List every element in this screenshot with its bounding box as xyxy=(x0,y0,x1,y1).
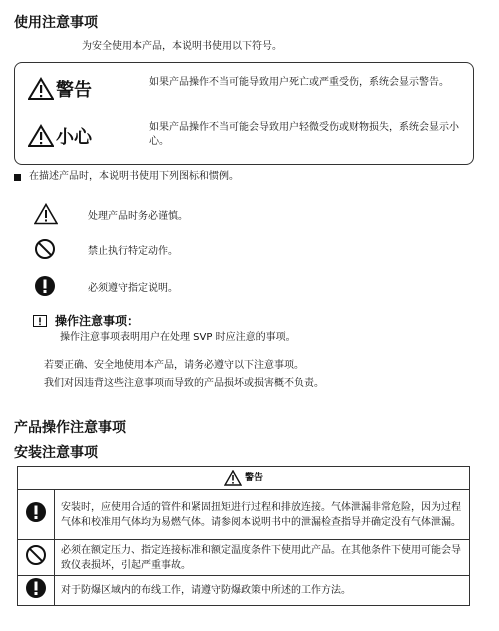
legend-item xyxy=(34,238,178,260)
caution-description: 如果产品操作不当可能会导致用户轻微受伤或财物损失，系统会显示小心。 xyxy=(149,122,459,147)
section-heading-product-ops: 产品操作注意事项 xyxy=(14,420,126,436)
table-row xyxy=(18,490,470,540)
warning-table-header xyxy=(18,467,470,490)
table-row-text: 对于防爆区域内的布线工作，请遵守防爆政策中所述的工作方法。 xyxy=(55,576,470,606)
safety-line-2: 我们对因违背这些注意事项而导致的产品损坏或损害概不负责。 xyxy=(44,378,324,389)
safety-line-1: 若要正确、安全地使用本产品，请务必遵守以下注意事项。 xyxy=(44,360,304,371)
op-notes-description: 操作注意事项表明用户在处理 SVP 时应注意的事项。 xyxy=(60,332,296,343)
warning-signal xyxy=(28,76,92,102)
op-notes-title: 操作注意事项： xyxy=(55,314,140,328)
warning-description: 如果产品操作不当可能导致用户死亡或严重受伤，系统会显示警告。 xyxy=(149,77,449,88)
legend-item xyxy=(34,275,178,297)
note-exclamation-icon xyxy=(33,315,47,327)
table-row xyxy=(18,540,470,576)
caution-label: 小心 xyxy=(56,127,92,148)
mandatory-icon xyxy=(25,577,47,599)
signal-word-box xyxy=(14,62,474,165)
mandatory-icon xyxy=(25,501,47,523)
op-notes-heading xyxy=(33,312,139,329)
legend-text: 禁止执行特定动作。 xyxy=(88,245,178,257)
table-row-text: 安装时，应使用合适的管件和紧固扭矩进行过程和排放连接。气体泄漏非常危险，因为过程气体和校准用气体均为易燃气体。请参阅本说明书中的泄漏检查指导并确定没有气体泄漏。 xyxy=(55,490,470,540)
legend-text: 处理产品时务必谨慎。 xyxy=(88,210,188,222)
warning-label: 警告 xyxy=(56,80,92,101)
caution-triangle-icon xyxy=(28,124,54,148)
legend-text: 必须遵守指定说明。 xyxy=(88,282,178,294)
section-heading-install: 安装注意事项 xyxy=(14,445,98,461)
table-row-text: 必须在额定压力、指定连接标准和额定温度条件下使用此产品。在其他条件下使用可能会导致仪表损坏，引起严重事故。 xyxy=(55,540,470,576)
bullet-square-icon xyxy=(14,174,21,181)
legend-intro: 在描述产品时，本说明书使用下列图标和惯例。 xyxy=(14,170,239,184)
table-header-label: 警告 xyxy=(244,472,263,483)
section-heading-usage: 使用注意事项 xyxy=(14,15,98,31)
intro-text: 为安全使用本产品，本说明书使用以下符号。 xyxy=(82,41,282,52)
warning-triangle-icon xyxy=(28,77,54,101)
table-row xyxy=(18,576,470,606)
warning-table xyxy=(17,466,470,606)
prohibition-icon xyxy=(25,544,47,566)
prohibition-icon xyxy=(34,238,56,260)
caution-signal xyxy=(28,123,92,149)
caution-triangle-icon xyxy=(34,203,58,225)
legend-item xyxy=(34,203,188,225)
warning-triangle-icon xyxy=(224,470,242,486)
mandatory-icon xyxy=(34,275,56,297)
